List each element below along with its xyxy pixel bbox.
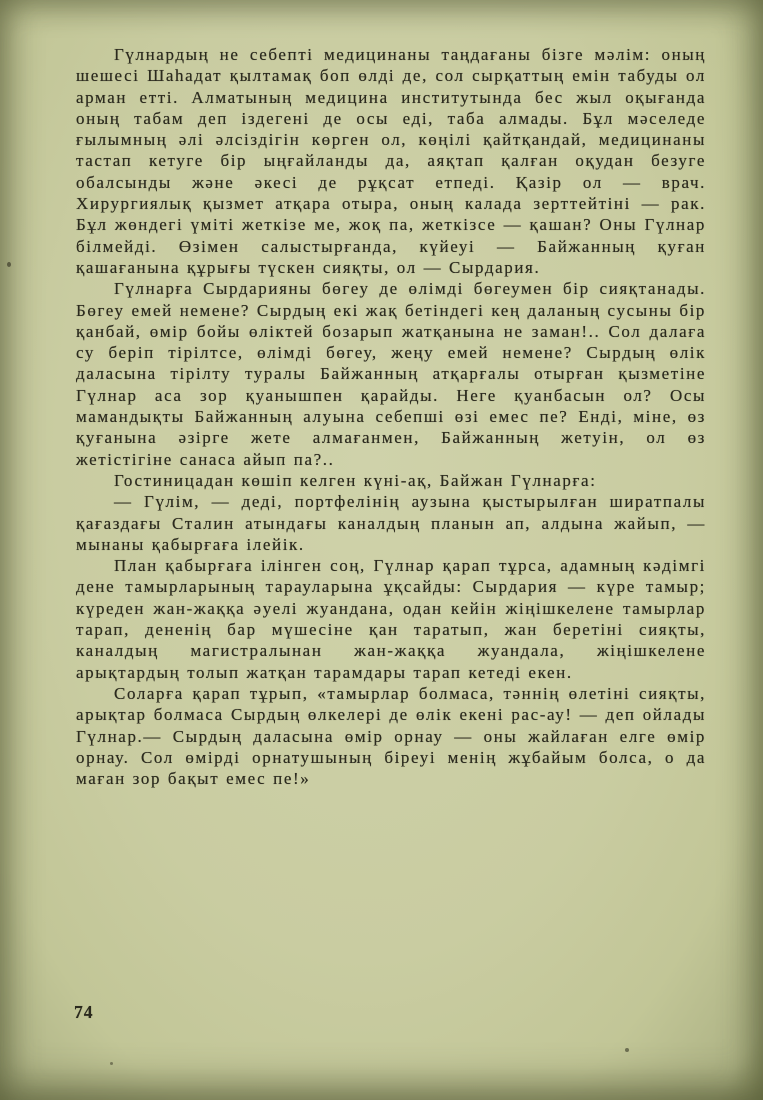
page-number: 74 <box>74 1002 94 1022</box>
page-text-block <box>76 44 706 789</box>
paragraph-6: Соларға қарап тұрып, «тамырлар болмаса, тәннің өлетіні сияқты, арықтар болмаса Сырдың өлкелері де өлік екені рас-ау! — деп ойлады Гүлнар.— Сырдың даласына өмір орнау — оны жайлаған елге өмір орнау. Сол өмірді орнатушының біреуі менің жұбайым болса, о да маған зор бақыт емес пе!» <box>76 683 706 789</box>
paragraph-2: Гүлнарға Сырдарияны бөгеу де өлімді бөгеумен бір сияқтанады. Бөгеу емей немене? Сырдың екі жақ бетіндегі кең даланың сусыны бір қанбай, өмір бойы өліктей бозарып жатқанына не заман!.. Сол далаға су беріп тірілтсе, өлімді бөгеу, жеңу емей немене? Сырдың өлік даласына тірілту туралы Байжанның атқарғалы отырған қызметіне Гүлнар аса зор қуанышпен қарайды. Неге қуанбасын ол? Осы мамандықты Байжанның алуына себепші өзі емес пе? Енді, міне, өз қуғанына әзірге жете алмағанмен, Байжанның жетуін, ол өз жетістігіне санаса айып па?.. <box>76 279 706 469</box>
paragraph-3: Гостиницадан көшіп келген күні-ақ, Байжан Гүлнарға: <box>114 470 597 490</box>
ink-speck <box>7 262 11 267</box>
ink-speck <box>110 1062 113 1065</box>
paragraph-4-dialogue: — Гүлім, — деді, портфелінің аузына қыстырылған ширатпалы қағаздағы Сталин атындағы каналдың планын ап, алдына жайып, — мынаны қабырғаға ілейік. <box>76 492 706 554</box>
ink-speck <box>625 1048 629 1052</box>
paragraph-1: Гүлнардың не себепті медицинаны таңдағаны бізге мәлім: оның шешесі Шаһадат қылтамақ боп өлді де, сол сырқаттың емін табуды ол арман етті. Алматының медицина институтында бес жыл оқығанда оның табам деп іздегені де осы еді, таба алмады. Бұл мәселеде ғылымның әлі әлсіздігін көрген ол, көңілі қайтқандай, медицинаны тастап кетуге бір ыңғайланды да, аяқтап қалған оқудан безуге обалсынды және әкесі де рұқсат етпеді. Қазір ол — врач. Хирургиялық қызмет атқара отыра, оның калада зерттейтіні — рак. Бұл жөндегі үміті жеткізе ме, жоқ па, жеткізсе — қашан? Оны Гүлнар білмейді. Өзімен салыстырғанда, күйеуі — Байжанның қуған қашағанына құрығы түскен сияқты, ол — Сырдария. <box>76 45 706 277</box>
paragraph-5: План қабырғаға ілінген соң, Гүлнар қарап тұрса, адамның кәдімгі дене тамырларының тарауларына ұқсайды: Сырдария — күре тамыр; күреден жан-жаққа әуелі жуандана, одан кейін жіңішкелене тамырлар тарап, дененің бар мүшесіне қан таратып, жан беретіні сияқты, каналдың магистралынан жан-жаққа жуандала, жіңішкелене арықтардың толып жатқан тарамдары тарап кетеді екен. <box>76 556 706 682</box>
